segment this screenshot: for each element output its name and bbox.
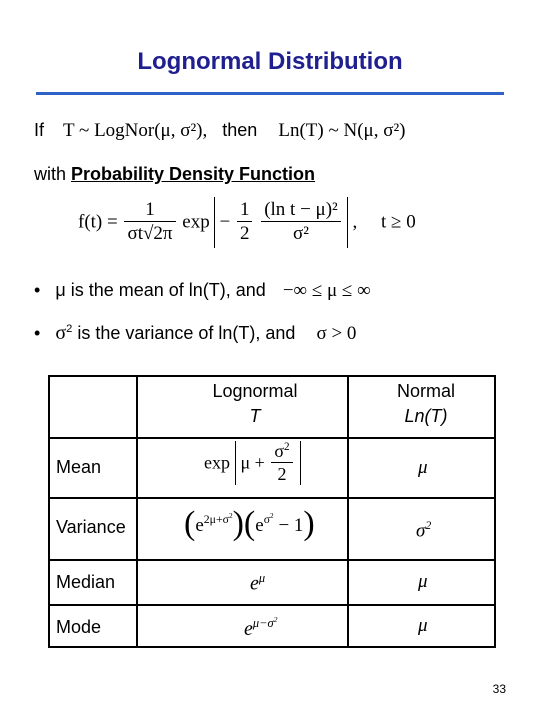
bullet-mean-text: μ is the mean of ln(T), and	[55, 280, 266, 300]
mode-lognormal: $e^{\mu-\sigma^2}$	[244, 615, 278, 640]
header-empty-cell	[49, 376, 137, 438]
mean-mu: μ +	[240, 452, 265, 473]
variance-normal: $\sigma^2$	[416, 519, 432, 542]
bullet-variance-math: σ > 0	[316, 323, 357, 344]
title-divider	[36, 92, 504, 95]
pdf-lhs: f(t) =	[78, 211, 118, 233]
moments-table	[48, 375, 496, 646]
pdf-den: σt√2π	[127, 222, 173, 244]
pdf-exp-word: exp	[182, 211, 210, 233]
pdf-exp-bracket	[214, 197, 347, 248]
pdf-heading	[34, 164, 315, 185]
intro-then: then	[222, 120, 258, 140]
intro-conclusion: Ln(T) ~ N(μ, σ²)	[278, 120, 406, 141]
pdf-minus: −	[219, 211, 231, 233]
row-label-median: Median	[56, 572, 116, 592]
pdf-num: 1	[124, 199, 175, 222]
mean-frac-num: $\sigma^2$	[271, 441, 292, 463]
header-normal-line1: Normal	[396, 381, 455, 401]
bullet-mean-math: −∞ ≤ μ ≤ ∞	[282, 280, 371, 301]
pdf-emphasis: Probability Density Function	[71, 164, 316, 184]
pdf-formula	[78, 197, 416, 248]
row-label-mean: Mean	[56, 457, 102, 477]
header-lognormal-line1: Lognormal	[212, 381, 298, 401]
pdf-condition: , t ≥ 0	[352, 211, 416, 233]
bullet-mark: •	[34, 280, 41, 300]
header-lognormal-line2: T	[249, 406, 261, 426]
pdf-inner-fraction	[261, 199, 341, 246]
mean-frac	[271, 441, 292, 485]
header-lognormal	[190, 381, 320, 427]
bullet-variance	[34, 322, 356, 345]
mean-normal: μ	[418, 457, 428, 478]
mean-lognormal	[204, 441, 301, 485]
row-label-mode: Mode	[56, 617, 102, 637]
header-normal-line2: Ln(T)	[404, 406, 448, 426]
pdf-outer-fraction	[237, 199, 253, 246]
mode-normal: μ	[418, 615, 428, 636]
median-lognormal: $e^\mu$	[250, 571, 266, 595]
bullet-variance-text: is the variance of ln(T), and	[72, 323, 296, 343]
page-number: 33	[492, 682, 506, 696]
mean-exp-word: exp	[204, 452, 230, 473]
bullet-mean	[34, 280, 371, 302]
pdf-two: 2	[239, 222, 250, 244]
pdf-fraction	[124, 199, 175, 246]
bullet-sigma: σ	[55, 322, 67, 344]
bullet-sigma-sup: 2	[66, 323, 73, 335]
pdf-inner-num: (ln t − μ)²	[261, 199, 341, 222]
mean-bracket	[235, 441, 301, 485]
intro-line	[34, 120, 406, 142]
intro-if: If	[34, 120, 45, 140]
pdf-prefix: with	[34, 164, 72, 184]
bullet-mark: •	[34, 323, 41, 343]
median-normal: μ	[418, 571, 428, 592]
mean-frac-den: 2	[277, 463, 287, 484]
row-label-variance: Variance	[56, 517, 126, 537]
header-normal	[366, 381, 486, 427]
table-row	[49, 560, 495, 605]
variance-lognormal: $(e^{2\mu+\sigma^2})(e^{\sigma^2} - 1)$	[184, 505, 315, 542]
pdf-inner-den: σ²	[292, 222, 309, 244]
intro-premise: T ~ LogNor(μ, σ²),	[63, 120, 208, 141]
pdf-one: 1	[237, 199, 253, 222]
page-title: Lognormal Distribution	[137, 48, 403, 75]
